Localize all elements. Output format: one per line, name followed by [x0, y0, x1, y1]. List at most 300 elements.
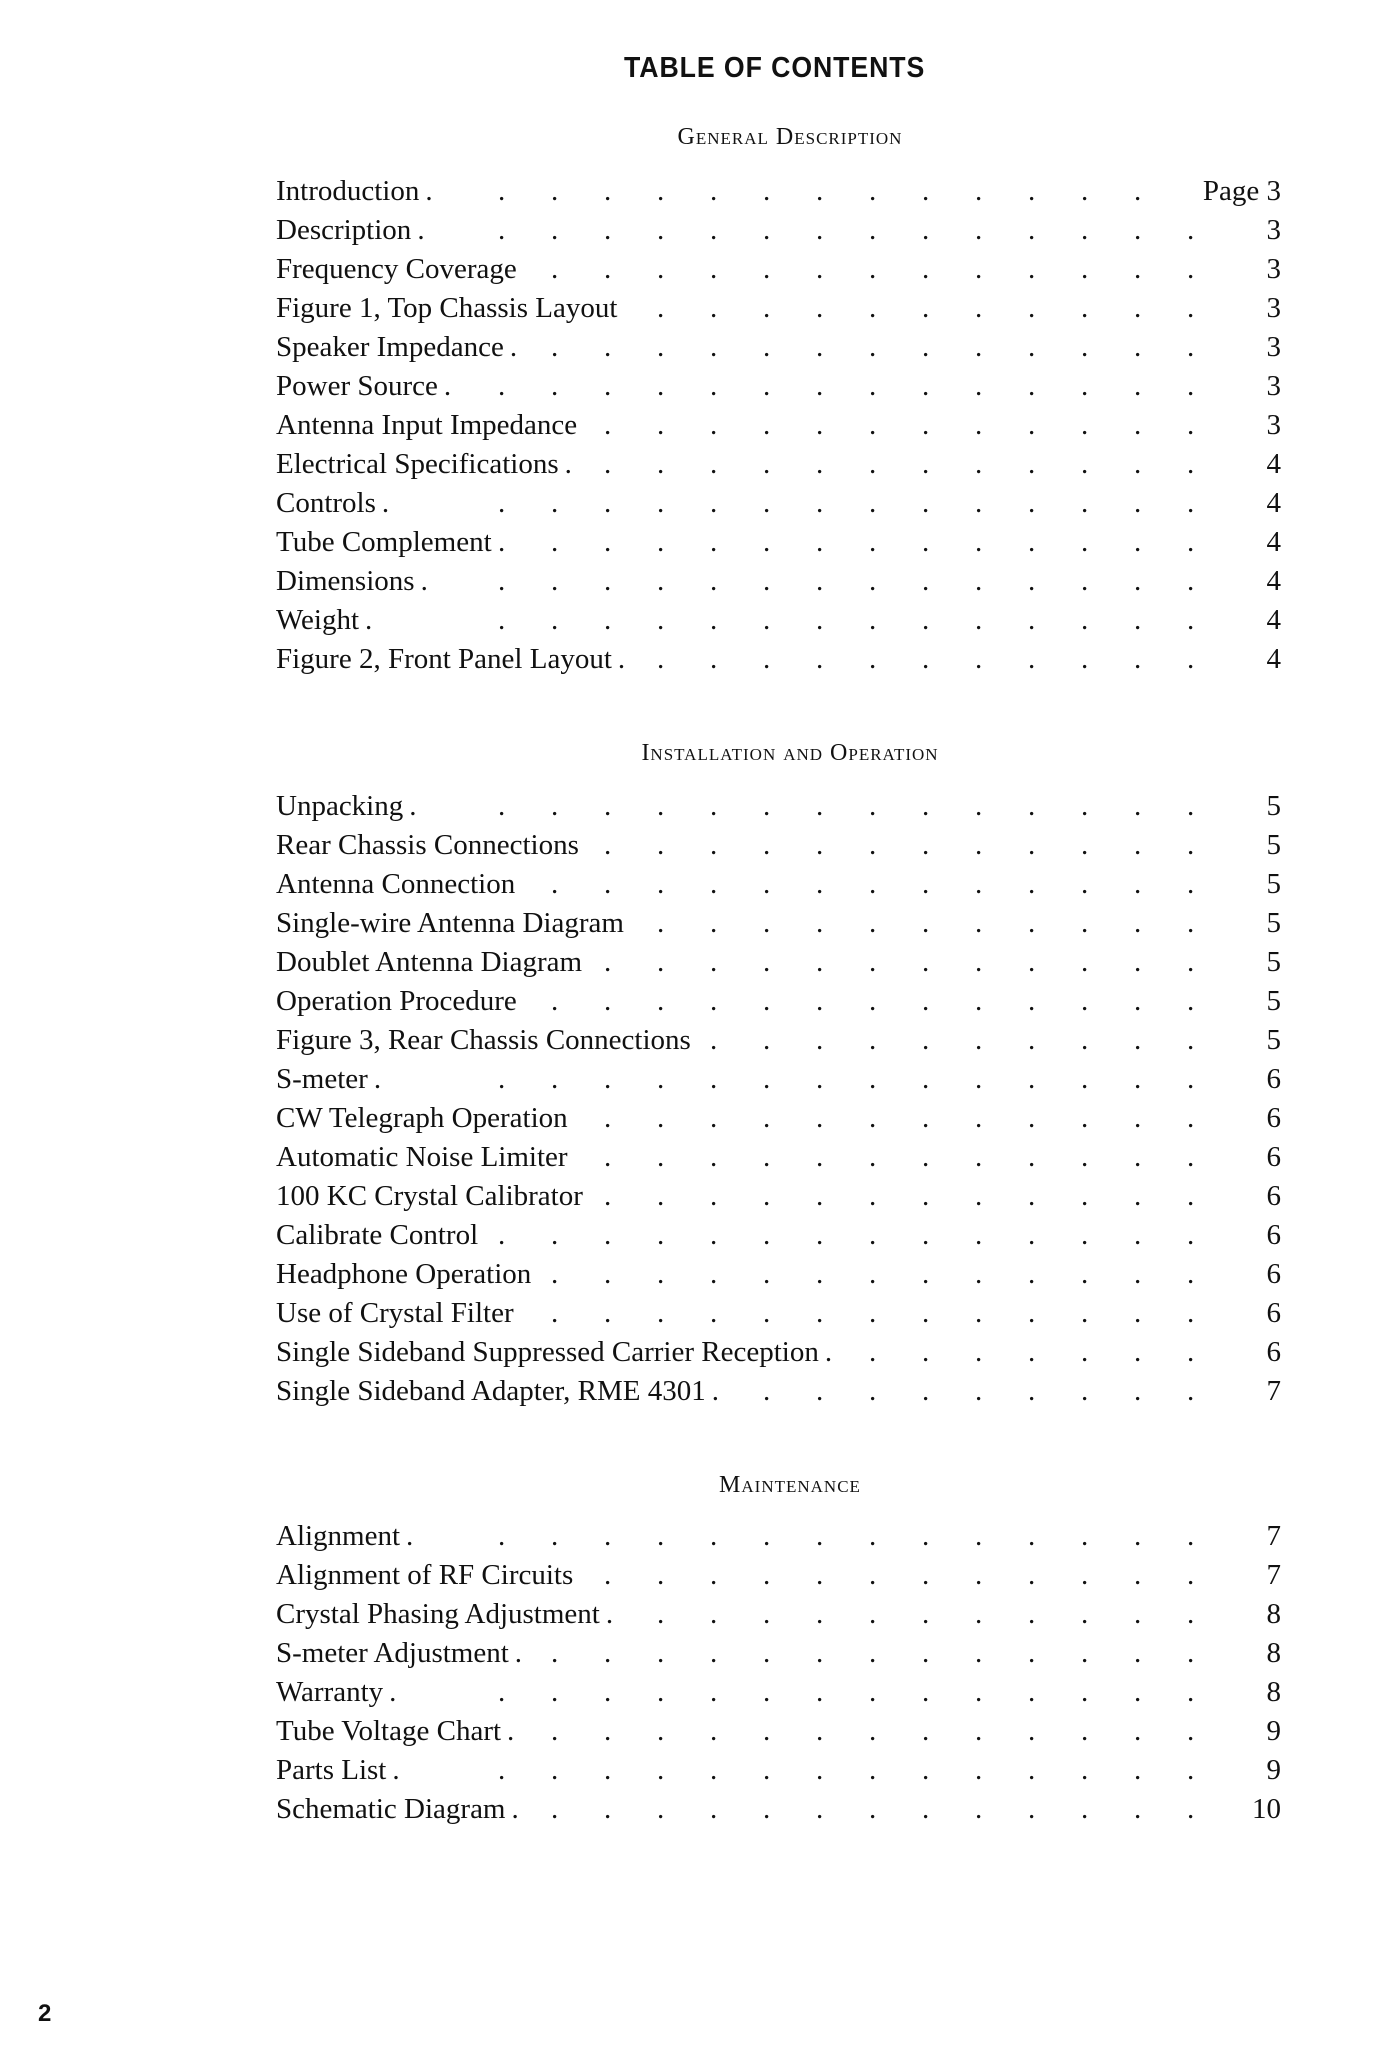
leader-dot: . [975, 1336, 983, 1368]
toc-entry-label: Warranty [276, 1676, 384, 1708]
leader-dot: . [1081, 487, 1089, 519]
leader-dot: . [1187, 292, 1195, 324]
leader-dot: . [1187, 1063, 1195, 1095]
leader-dot: . [710, 292, 718, 324]
leader-dot: . [657, 565, 665, 597]
leader-dot: . [604, 487, 612, 519]
leader-dot: . [1187, 370, 1195, 402]
leader-dot: . [1134, 331, 1142, 363]
leader-dot: . [869, 1715, 877, 1747]
toc-entry [276, 211, 1281, 250]
leader-dot: . [1028, 487, 1036, 519]
toc-entry [276, 1712, 1281, 1751]
leader-dot: . [1028, 526, 1036, 558]
toc-entry [276, 1099, 1281, 1138]
leader-dot: . [1028, 1520, 1036, 1552]
leader-dot: . [551, 1219, 559, 1251]
leader-dot: . [816, 1598, 824, 1630]
leader-dot: . [763, 643, 771, 675]
leader-dot: . [763, 1297, 771, 1329]
leader-dot: . [507, 1715, 515, 1747]
leader-dot: . [975, 790, 983, 822]
leader-dot: . [1081, 1180, 1089, 1212]
toc-entry-page: 8 [1266, 1598, 1281, 1630]
leader-dot: . [657, 1559, 665, 1591]
toc-entry-page: 6 [1266, 1336, 1281, 1368]
toc-entry [276, 1294, 1281, 1333]
leader-dot: . [763, 1559, 771, 1591]
leader-dot: . [1081, 526, 1089, 558]
leader-dot: . [1187, 1024, 1195, 1056]
leader-dot: . [1028, 1559, 1036, 1591]
leader-dot: . [816, 1715, 824, 1747]
leader-dot: . [710, 1598, 718, 1630]
leader-dot: . [763, 1180, 771, 1212]
leader-dot: . [869, 331, 877, 363]
leader-dot: . [373, 1063, 382, 1095]
leader-dot: . [498, 604, 506, 636]
leader-dot: . [763, 448, 771, 480]
toc-entry [276, 328, 1281, 367]
leader-dot: . [657, 409, 665, 441]
leader-dot: . [1187, 1219, 1195, 1251]
toc-entry [276, 787, 1281, 826]
leader-dot: . [1028, 1024, 1036, 1056]
toc-entry-page: 4 [1266, 448, 1281, 480]
toc-entry-page: 8 [1266, 1637, 1281, 1669]
leader-dot: . [763, 829, 771, 861]
leader-dot: . [1134, 1754, 1142, 1786]
leader-dot: . [1134, 790, 1142, 822]
leader-dot: . [763, 1637, 771, 1669]
leader-dot: . [763, 1258, 771, 1290]
leader-dot: . [1028, 1063, 1036, 1095]
leader-dot: . [1081, 370, 1089, 402]
toc-entry [276, 1673, 1281, 1712]
leader-dot: . [1081, 868, 1089, 900]
leader-dot: . [763, 565, 771, 597]
leader-dot: . [922, 829, 930, 861]
leader-dot: . [975, 1520, 983, 1552]
leader-dot: . [975, 1637, 983, 1669]
leader-dot: . [763, 292, 771, 324]
leader-dot: . [710, 565, 718, 597]
leader-dot: . [604, 1559, 612, 1591]
leader-dot: . [1028, 370, 1036, 402]
leader-dot: . [710, 1219, 718, 1251]
leader-dot: . [869, 1559, 877, 1591]
toc-entry-label: Doublet Antenna Diagram [276, 946, 583, 978]
leader-dot: . [869, 1375, 877, 1407]
leader-dot: . [1081, 829, 1089, 861]
leader-dot: . [498, 1219, 506, 1251]
leader-dot: . [1187, 331, 1195, 363]
leader-dot: . [710, 1559, 718, 1591]
toc-entry [276, 1372, 1281, 1411]
toc-entry [276, 1517, 1281, 1556]
leader-dot: . [657, 1520, 665, 1552]
leader-dot: . [763, 1219, 771, 1251]
leader-dot: . [604, 1258, 612, 1290]
leader-dot: . [869, 1024, 877, 1056]
leader-dot: . [922, 1141, 930, 1173]
leader-dot: . [1081, 790, 1089, 822]
leader-dot: . [604, 1102, 612, 1134]
toc-entry-label: Frequency Coverage [276, 253, 517, 285]
leader-dot: . [710, 946, 718, 978]
leader-dot: . [922, 1219, 930, 1251]
leader-dot: . [1081, 1676, 1089, 1708]
leader-dot: . [869, 868, 877, 900]
leader-dot: . [816, 1102, 824, 1134]
leader-dot: . [869, 370, 877, 402]
leader-dot: . [763, 1598, 771, 1630]
leader-dot: . [710, 487, 718, 519]
leader-dot: . [425, 175, 433, 207]
toc-entry-page: 7 [1266, 1520, 1281, 1552]
leader-dot: . [816, 1180, 824, 1212]
leader-dot: . [710, 604, 718, 636]
leader-dot: . [1028, 1754, 1036, 1786]
leader-dot: . [551, 1063, 559, 1095]
leader-dot: . [922, 946, 930, 978]
leader-dot: . [1187, 1180, 1195, 1212]
leader-dot: . [710, 409, 718, 441]
leader-dot: . [763, 1676, 771, 1708]
toc-entry-label: Tube Complement [276, 526, 492, 558]
leader-dot: . [975, 1676, 983, 1708]
leader-dot: . [1187, 1637, 1195, 1669]
leader-dot: . [975, 868, 983, 900]
leader-dot: . [1081, 1024, 1089, 1056]
leader-dot: . [710, 448, 718, 480]
leader-dot: . [498, 487, 506, 519]
leader-dot: . [1081, 1754, 1089, 1786]
leader-dot: . [498, 1063, 506, 1095]
leader-dot: . [1187, 1141, 1195, 1173]
leader-dot: . [551, 1676, 559, 1708]
leader-dot: . [1028, 292, 1036, 324]
leader-dot: . [604, 409, 612, 441]
leader-dot: . [975, 907, 983, 939]
leader-dot: . [816, 1297, 824, 1329]
toc-entry-label: Use of Crystal Filter [276, 1297, 514, 1329]
leader-dot: . [869, 1219, 877, 1251]
leader-dot: . [710, 1258, 718, 1290]
leader-dot: . [975, 1297, 983, 1329]
toc-entry-label: Rear Chassis Connections [276, 829, 579, 861]
leader-dot: . [657, 1102, 665, 1134]
toc-entry-label: Calibrate Control [276, 1219, 479, 1251]
toc-entry [276, 406, 1281, 445]
leader-dot: . [1187, 409, 1195, 441]
leader-dot: . [657, 643, 665, 675]
toc-entry-page: 3 [1266, 409, 1281, 441]
leader-dot: . [975, 292, 983, 324]
leader-dot: . [1187, 487, 1195, 519]
leader-dot: . [922, 253, 930, 285]
leader-dot: . [1081, 1520, 1089, 1552]
leader-dot: . [551, 253, 559, 285]
leader-dot: . [1028, 331, 1036, 363]
toc-entry-label: Electrical Specifications [276, 448, 559, 480]
leader-dot: . [498, 1520, 506, 1552]
leader-dot: . [604, 1297, 612, 1329]
leader-dot: . [1028, 253, 1036, 285]
leader-dot: . [922, 331, 930, 363]
leader-dot: . [869, 604, 877, 636]
leader-dot: . [1134, 370, 1142, 402]
leader-dot: . [1187, 946, 1195, 978]
leader-dot: . [1187, 829, 1195, 861]
leader-dot: . [657, 1676, 665, 1708]
toc-entry-label: Parts List [276, 1754, 387, 1786]
toc-entry [276, 640, 1281, 679]
leader-dot: . [1134, 829, 1142, 861]
leader-dot: . [922, 1637, 930, 1669]
leader-dot: . [710, 829, 718, 861]
toc-entry-label: Operation Procedure [276, 985, 517, 1017]
leader-dot: . [1134, 1258, 1142, 1290]
leader-dot: . [975, 448, 983, 480]
leader-dot: . [869, 1793, 877, 1825]
leader-dot: . [922, 1559, 930, 1591]
leader-dot: . [498, 175, 506, 207]
leader-dot: . [604, 946, 612, 978]
leader-dot: . [975, 175, 983, 207]
leader-dot: . [604, 1793, 612, 1825]
leader-dot: . [975, 1258, 983, 1290]
leader-dot: . [1134, 1024, 1142, 1056]
leader-dot: . [816, 565, 824, 597]
leader-dot: . [710, 331, 718, 363]
leader-dot: . [869, 1754, 877, 1786]
leader-dot: . [604, 1180, 612, 1212]
leader-dot: . [1187, 1258, 1195, 1290]
leader-dot: . [710, 526, 718, 558]
toc-entry-label: Single Sideband Adapter, RME 4301 [276, 1375, 706, 1407]
leader-dot: . [657, 868, 665, 900]
leader-dot: . [604, 1063, 612, 1095]
leader-dot: . [816, 604, 824, 636]
leader-dot: . [1081, 1063, 1089, 1095]
leader-dot: . [816, 1024, 824, 1056]
leader-dot: . [1134, 1180, 1142, 1212]
toc-entry-page: 6 [1266, 1297, 1281, 1329]
leader-dot: . [1187, 1676, 1195, 1708]
leader-dot: . [922, 643, 930, 675]
leader-dot: . [1187, 214, 1195, 246]
toc-entry [276, 1634, 1281, 1673]
toc-entry [276, 1751, 1281, 1790]
leader-dot: . [498, 526, 506, 558]
leader-dot: . [604, 829, 612, 861]
leader-dot: . [975, 487, 983, 519]
toc-entry-page: 6 [1266, 1219, 1281, 1251]
leader-dot: . [869, 985, 877, 1017]
leader-dot: . [604, 175, 612, 207]
leader-dot: . [975, 214, 983, 246]
toc-entry-label: Weight [276, 604, 360, 636]
toc-entry [276, 601, 1281, 640]
leader-dot: . [1081, 409, 1089, 441]
leader-dot: . [763, 487, 771, 519]
leader-dot: . [816, 829, 824, 861]
leader-dot: . [710, 175, 718, 207]
leader-dot: . [1187, 448, 1195, 480]
leader-dot: . [551, 331, 559, 363]
leader-dot: . [763, 409, 771, 441]
leader-dot: . [657, 526, 665, 558]
leader-dot: . [1134, 1375, 1142, 1407]
section-heading: Installation and Operation [641, 740, 939, 766]
toc-entry-page: 9 [1266, 1754, 1281, 1786]
leader-dot: . [1028, 565, 1036, 597]
leader-dot: . [1134, 1219, 1142, 1251]
leader-dot: . [922, 1180, 930, 1212]
leader-dot: . [922, 985, 930, 1017]
leader-dot: . [922, 1754, 930, 1786]
toc-entry-label: Alignment of RF Circuits [276, 1559, 574, 1591]
leader-dot: . [763, 526, 771, 558]
leader-dot: . [1134, 1559, 1142, 1591]
leader-dot: . [1028, 1793, 1036, 1825]
leader-dot: . [551, 604, 559, 636]
leader-dot: . [763, 1715, 771, 1747]
leader-dot: . [551, 1258, 559, 1290]
section-heading: General Description [677, 124, 903, 150]
leader-dot: . [657, 487, 665, 519]
leader-dot: . [1134, 565, 1142, 597]
leader-dot: . [551, 370, 559, 402]
leader-dot: . [869, 253, 877, 285]
leader-dot: . [365, 604, 373, 636]
leader-dot: . [564, 448, 572, 480]
leader-dot: . [551, 214, 559, 246]
toc-entry [276, 865, 1281, 904]
leader-dot: . [869, 1336, 877, 1368]
leader-dot: . [498, 790, 506, 822]
leader-dot: . [1081, 907, 1089, 939]
leader-dot: . [657, 790, 665, 822]
leader-dot: . [657, 1793, 665, 1825]
leader-dot: . [869, 1063, 877, 1095]
leader-dot: . [604, 1637, 612, 1669]
leader-dot: . [551, 487, 559, 519]
leader-dot: . [922, 292, 930, 324]
toc-entry-label: Figure 3, Rear Chassis Connections [276, 1024, 691, 1056]
leader-dot: . [975, 370, 983, 402]
leader-dot: . [1134, 292, 1142, 324]
leader-dot: . [763, 604, 771, 636]
leader-dot: . [922, 1024, 930, 1056]
leader-dot: . [1134, 1715, 1142, 1747]
leader-dot: . [710, 1793, 718, 1825]
leader-dot: . [1134, 1637, 1142, 1669]
leader-dot: . [1028, 1637, 1036, 1669]
leader-dot: . [922, 907, 930, 939]
leader-dot: . [869, 292, 877, 324]
leader-dot: . [1028, 1219, 1036, 1251]
leader-dot: . [1187, 643, 1195, 675]
leader-dot: . [763, 907, 771, 939]
leader-dot: . [922, 1676, 930, 1708]
leader-dot: . [922, 409, 930, 441]
leader-dot: . [1187, 868, 1195, 900]
leader-dot: . [1081, 292, 1089, 324]
toc-entry [276, 172, 1281, 211]
toc-entry [276, 1060, 1281, 1099]
leader-dot: . [922, 487, 930, 519]
toc-entry-page: 4 [1266, 604, 1281, 636]
leader-dot: . [816, 985, 824, 1017]
leader-dot: . [509, 331, 518, 363]
leader-dot: . [816, 214, 824, 246]
toc-entry-page: 6 [1266, 1180, 1281, 1212]
leader-dot: . [869, 1297, 877, 1329]
leader-dot: . [657, 1637, 665, 1669]
toc-entry [276, 1333, 1281, 1372]
leader-dot: . [1028, 1715, 1036, 1747]
leader-dot: . [922, 526, 930, 558]
leader-dot: . [869, 409, 877, 441]
leader-dot: . [869, 1180, 877, 1212]
leader-dot: . [1187, 1598, 1195, 1630]
leader-dot: . [1081, 985, 1089, 1017]
toc-entry-page: 8 [1266, 1676, 1281, 1708]
leader-dot: . [869, 946, 877, 978]
leader-dot: . [1081, 1297, 1089, 1329]
leader-dot: . [869, 1598, 877, 1630]
leader-dot: . [604, 1219, 612, 1251]
leader-dot: . [604, 526, 612, 558]
leader-dot: . [816, 409, 824, 441]
section-heading: Maintenance [719, 1472, 861, 1498]
leader-dot: . [1028, 985, 1036, 1017]
toc-entry-label: Figure 2, Front Panel Layout [276, 643, 612, 675]
leader-dot: . [763, 1793, 771, 1825]
toc-entry-page: 4 [1266, 526, 1281, 558]
leader-dot: . [869, 448, 877, 480]
leader-dot: . [1028, 1297, 1036, 1329]
leader-dot: . [816, 487, 824, 519]
leader-dot: . [420, 565, 428, 597]
leader-dot: . [604, 448, 612, 480]
toc-entry [276, 943, 1281, 982]
leader-dot: . [1028, 1336, 1036, 1368]
leader-dot: . [975, 985, 983, 1017]
toc-entry-page: 4 [1266, 487, 1281, 519]
leader-dot: . [1028, 409, 1036, 441]
toc-entry-page: 4 [1266, 565, 1281, 597]
leader-dot: . [922, 604, 930, 636]
leader-dot: . [763, 1520, 771, 1552]
toc-entry-page: 5 [1266, 868, 1281, 900]
leader-dot: . [922, 1336, 930, 1368]
leader-dot: . [1134, 1141, 1142, 1173]
leader-dot: . [657, 370, 665, 402]
leader-dot: . [1134, 1793, 1142, 1825]
toc-entry-label: Antenna Input Impedance [276, 409, 578, 441]
leader-dot: . [869, 1141, 877, 1173]
leader-dot: . [1081, 1598, 1089, 1630]
toc-entry-label: Description [276, 214, 412, 246]
leader-dot: . [1081, 1141, 1089, 1173]
toc-entry-page: 3 [1266, 370, 1281, 402]
leader-dot: . [1028, 790, 1036, 822]
leader-dot: . [710, 253, 718, 285]
leader-dot: . [498, 370, 506, 402]
